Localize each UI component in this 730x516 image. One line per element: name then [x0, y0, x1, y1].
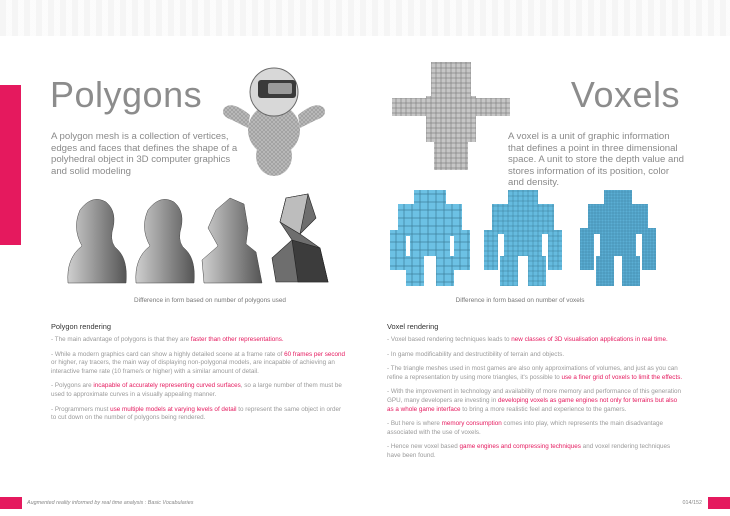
body-text: to represent the same object in order to cut down on the number of polygons being rendered. [51, 405, 342, 422]
body-text: - Voxel based rendering techniques leads to [387, 336, 512, 343]
voxel-rendering-body [387, 336, 683, 467]
highlighted-text: incapable of accurately representing curved surfaces [93, 382, 241, 390]
bust-polygon-series-image [58, 188, 338, 288]
highlighted-text: use a finer grid of voxels to limit the effects. [561, 373, 683, 381]
body-text: - In game modificability and destructibility of terrain and objects. [387, 350, 565, 358]
header-texture-band [0, 0, 730, 36]
body-text: - The main advantage of polygons is that they are [51, 336, 191, 343]
left-paragraph [51, 382, 347, 399]
polygon-rendering-body [51, 336, 347, 429]
body-text: - Hence new voxel based [387, 443, 460, 451]
body-text: and voxel rendering techniques have been found. [387, 443, 671, 459]
body-text: to bring a more realistic feel and experience to the gamers. [460, 405, 627, 413]
right-paragraph [387, 365, 683, 382]
polygons-intro: A polygon mesh is a collection of vertices, edges and faces that defines the shape of a polyhedral object in 3D computer graphics and solid modeling [51, 131, 238, 177]
left-paragraph [51, 336, 347, 345]
footer-document-title: Augmented reality informed by real time analysis : Basic Vocabularies [27, 500, 194, 506]
polygons-title: Polygons [50, 74, 203, 115]
body-text: or higher, ray tracers, the main way of displaying non-polygonal models, are incapable of achieving an interactive frame rate (10 frame/s or higher) with a similar amount of detail. [51, 359, 335, 375]
body-text: - But here is where [387, 420, 442, 428]
right-paragraph [387, 351, 683, 360]
highlighted-text: use multiple models at varying levels of detail [110, 405, 237, 413]
body-text: - Polygons are [51, 382, 94, 390]
left-paragraph [51, 406, 347, 423]
body-text: comes into play, which represents the main disadvantage associated with the use of voxels. [387, 420, 664, 436]
voxels-title: Voxels [570, 74, 680, 115]
polygons-figure-caption: Difference in form based on number of polygons used [134, 297, 286, 304]
left-paragraph [51, 351, 347, 377]
voxels-intro: A voxel is a unit of graphic information that defines a point in three dimensional space. A unit to store the depth value and stores information of its position, color and density. [508, 131, 685, 188]
highlighted-text: new classes of 3D visualisation applications in real time. [511, 336, 668, 343]
polygon-rendering-heading: Polygon rendering [51, 322, 111, 331]
highlighted-text: faster than other representations. [190, 336, 284, 343]
body-text: , so a large number of them must be used to approximate curves in a visually appealing manner. [51, 382, 342, 398]
voxel-rendering-heading: Voxel rendering [387, 322, 439, 331]
right-paragraph [387, 336, 683, 345]
highlighted-text: 60 frames per second [284, 350, 346, 358]
accent-bar-left [0, 85, 21, 245]
page-number: 014/152 [682, 500, 702, 506]
body-text: - With the improvement in technology and availability of more memory and performance of this generation GPU, many developers are investing in [387, 388, 681, 404]
robot-polygon-image [218, 60, 330, 178]
robot-voxel-image [386, 58, 516, 176]
footer-accent-left [0, 497, 22, 509]
highlighted-text: game engines and compressing techniques [459, 443, 581, 451]
body-text: - While a modern graphics card can show a highly detailed scene at a frame rate of [51, 350, 285, 358]
body-text: - Programmers must [51, 405, 111, 413]
right-paragraph [387, 420, 683, 437]
footer-accent-right [708, 497, 730, 509]
body-text: - The triangle meshes used in most games are also only approximations of volumes, and just as you can refine a representation by using more triangles, it's possible to [387, 365, 678, 381]
highlighted-text: developing voxels as game engines not only for terrains but also as a whole game interface [387, 396, 678, 413]
voxels-figure-caption: Difference in form based on number of voxels [455, 297, 585, 304]
robot-voxel-series-image [388, 186, 668, 290]
right-paragraph [387, 443, 683, 460]
highlighted-text: memory consumption [441, 420, 502, 428]
right-paragraph [387, 388, 683, 414]
